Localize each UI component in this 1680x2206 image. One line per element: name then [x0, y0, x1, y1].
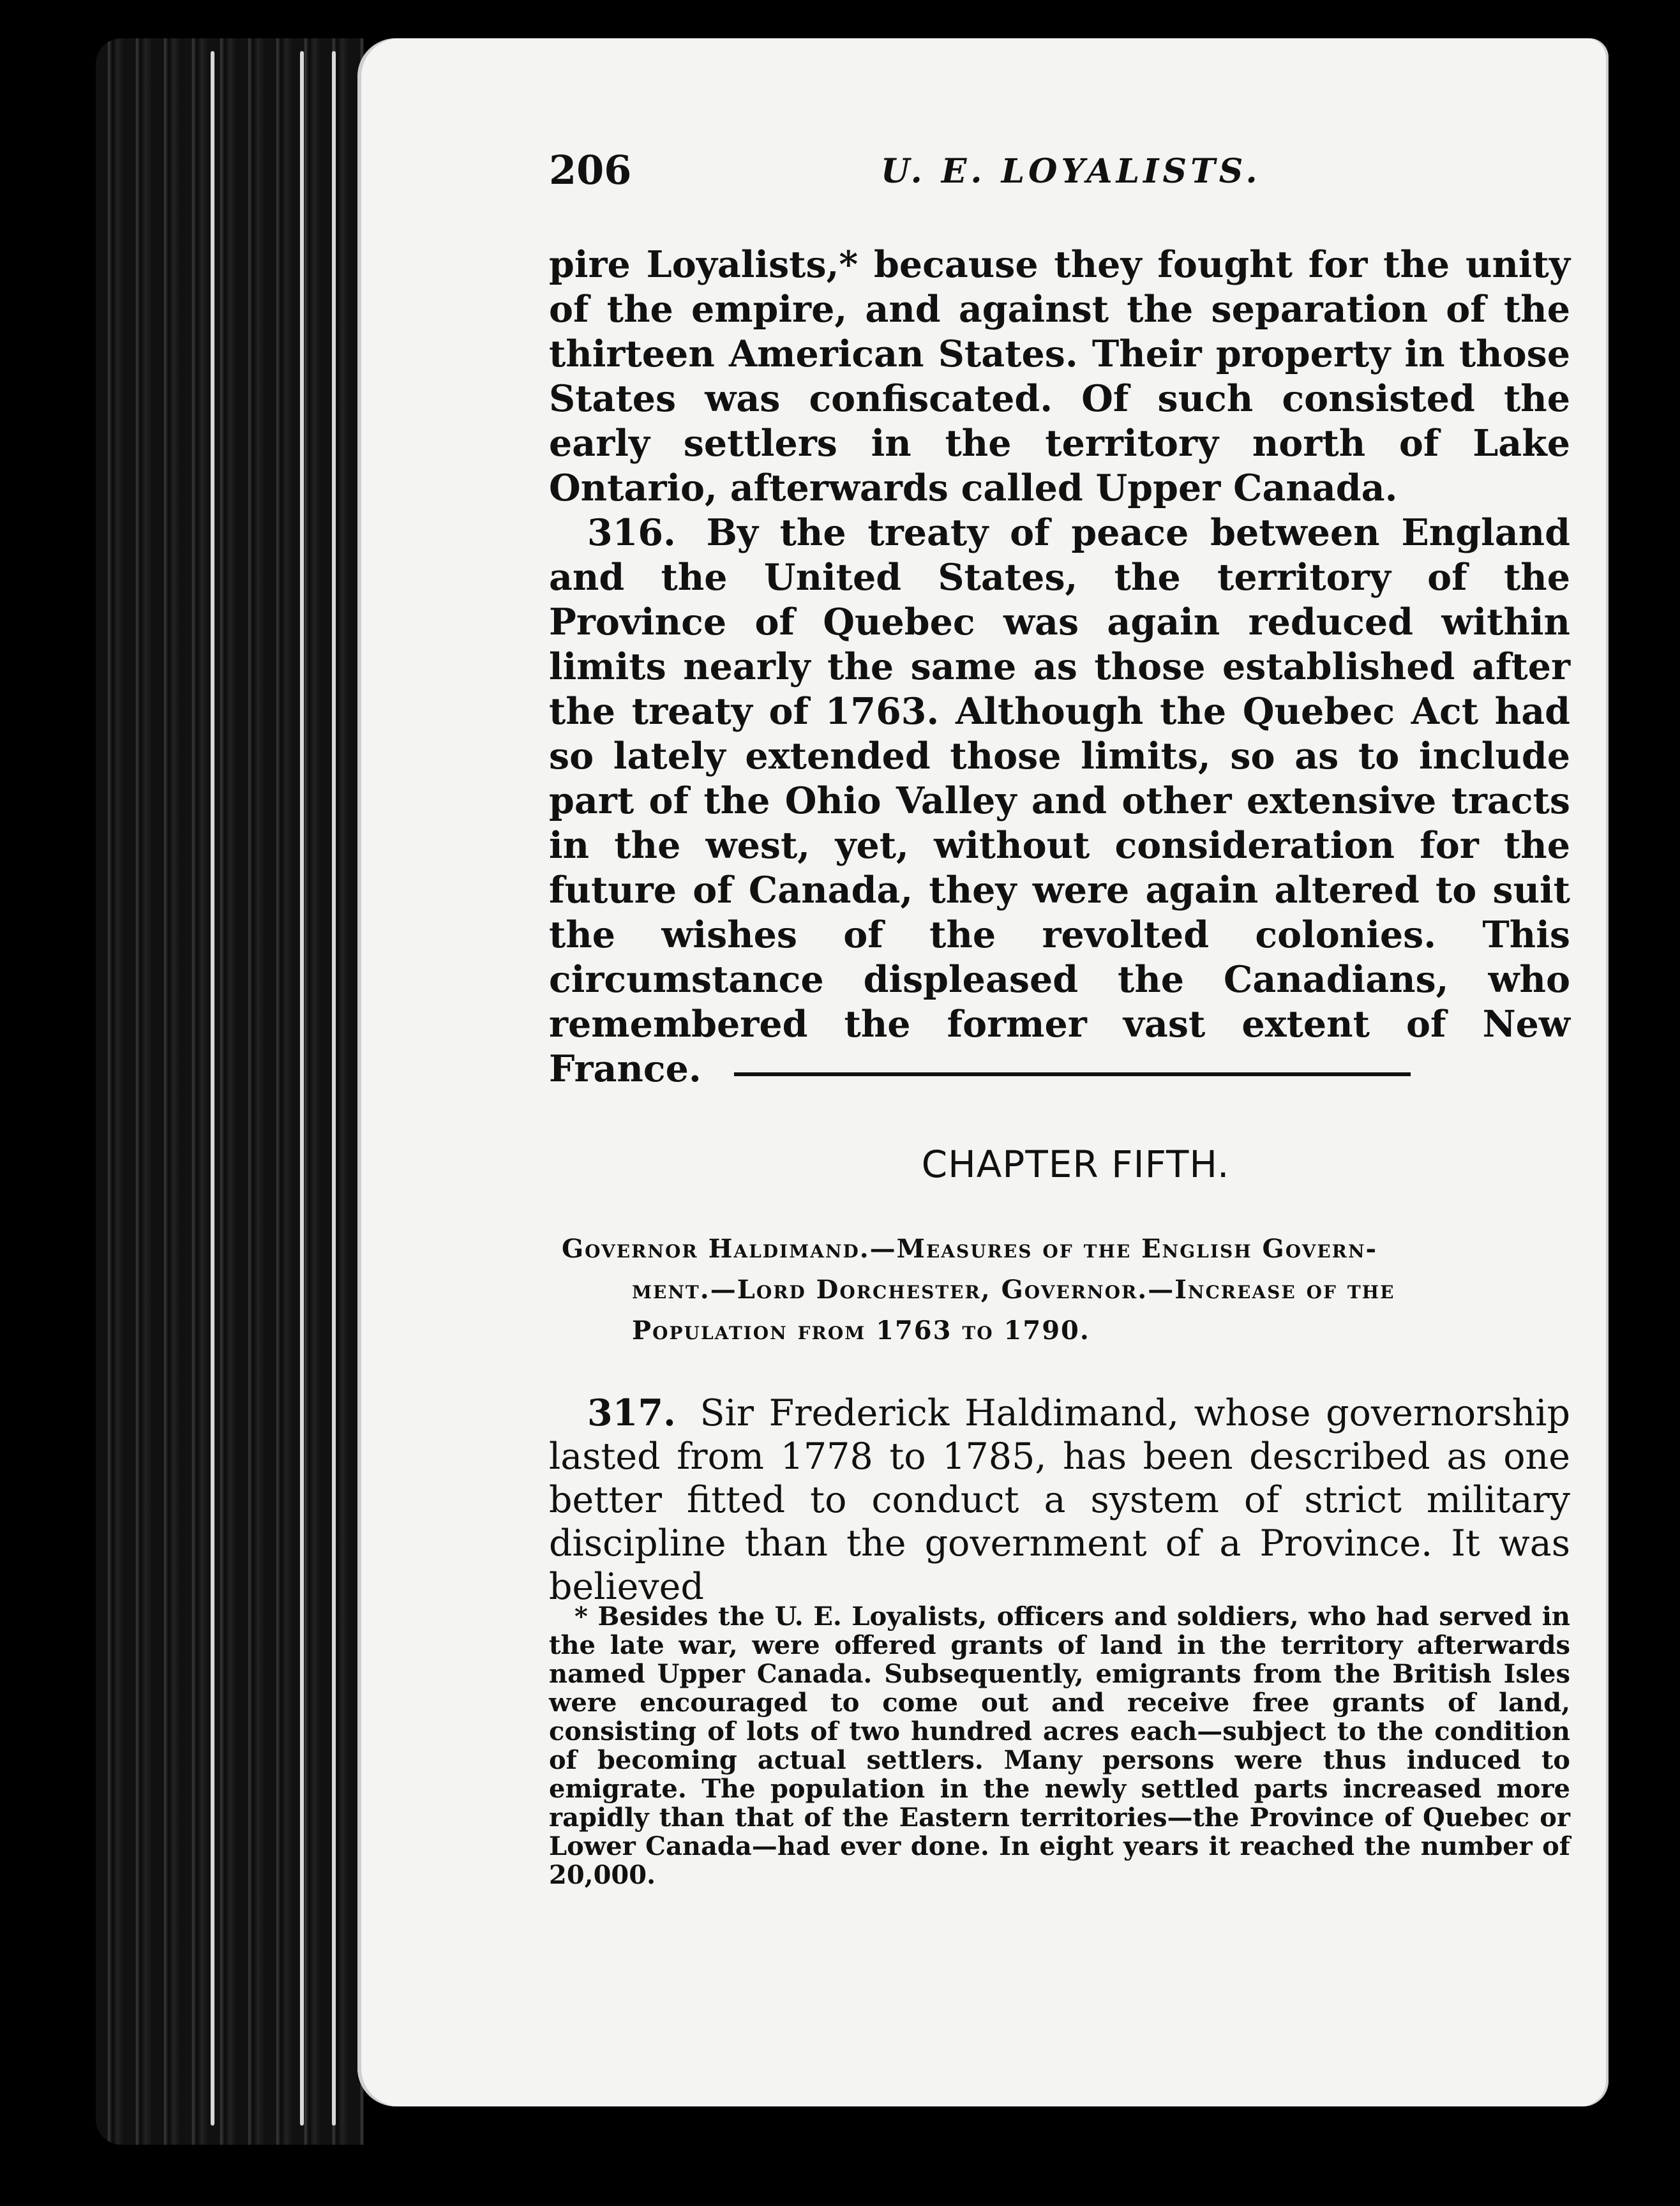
summary-line: Population from 1763 to 1790. — [632, 1316, 1090, 1346]
paragraph-text: By the treaty of peace between England and the United States, the territory of the Province of Quebec was again reduced within limits nearly the same as those established after the treaty of 1763. Although the Quebec Act had so lately extended those limits, so as to include part of the Ohio Valley and other extensive tracts in the west, yet, without consideration for the future of Canada, they were again altered to suit the wishes of the revolted colonies. This circumstance displeased the Canadians, who remembered the former vast extent of New France. — [549, 511, 1570, 1090]
section-divider — [734, 1072, 1411, 1076]
paragraph-number: 316. — [587, 511, 676, 554]
book-binding-edges — [96, 38, 364, 2145]
paragraph-317 — [549, 1392, 1570, 1609]
page-edge-line — [300, 51, 304, 2126]
page-edge-line — [332, 51, 336, 2126]
paragraph-316 — [549, 511, 1570, 1092]
running-head: U. E. LOYALISTS. — [881, 152, 1261, 191]
page-edge-line — [211, 51, 214, 2126]
summary-line: Governor Haldimand.—Measures of the English Govern- — [562, 1234, 1378, 1264]
book-page — [357, 38, 1609, 2106]
paragraph-text: Sir Frederick Haldimand, whose governorship lasted from 1778 to 1785, has been described as one better fitted to conduct a system of strict military discipline than the government of a Province. It was believed — [549, 1392, 1571, 1608]
main-text-block — [549, 243, 1570, 1092]
chapter-summary — [562, 1229, 1596, 1351]
paragraph-number: 317. — [587, 1392, 676, 1434]
summary-line: ment.—Lord Dorchester, Governor.—Increase of the — [632, 1275, 1395, 1305]
footnote-text: * Besides the U. E. Loyalists, officers and soldiers, who had served in the late war, were offered grants of land in the territory afterwards named Upper Canada. Subsequently, emigrants from the British Isles were encouraged to come out and receive free grants of land, consisting of lots of two hundred acres each—subject to the condition of becoming actual settlers. Many persons were thus induced to emigrate. The population in the newly settled parts increased more rapidly than that of the Eastern territories—the Province of Quebec or Lower Canada—had ever done. In eight years it reached the number of 20,000. — [549, 1602, 1570, 1890]
page-header — [549, 147, 1602, 198]
footnote — [549, 1602, 1570, 1889]
chapter-text-block — [549, 1392, 1570, 1609]
chapter-title: CHAPTER FIFTH. — [921, 1143, 1230, 1186]
continuation-paragraph: pire Loyalists,* because they fought for the unity of the empire, and against the separation of the thirteen American States. Their property in those States was confiscated. Of such consisted the early settlers in the territory north of Lake Ontario, afterwards called Upper Canada. — [549, 243, 1570, 509]
page-number: 206 — [549, 147, 632, 193]
